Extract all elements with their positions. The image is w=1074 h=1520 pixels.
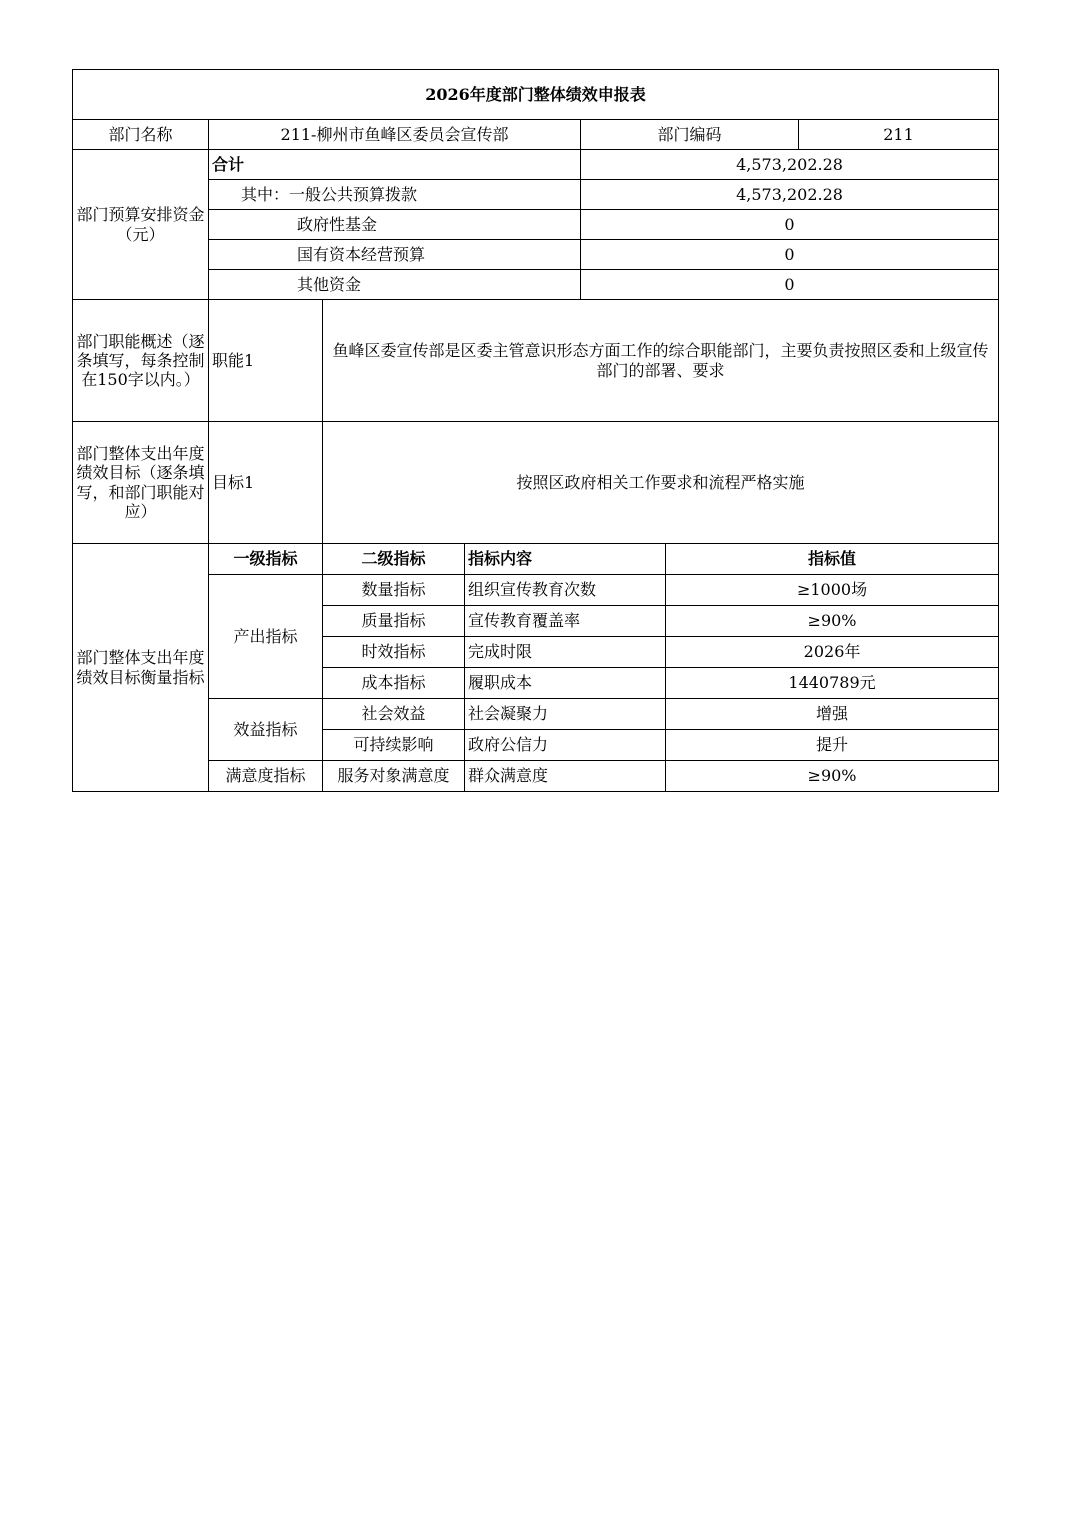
budget-general-value: 4,573,202.28 [581, 180, 999, 210]
value-cell: 增强 [666, 699, 999, 730]
budget-general-label: 其中：一般公共预算拨款 [209, 180, 581, 210]
value-cell: ≥90% [666, 606, 999, 637]
level2-cell: 可持续影响 [323, 730, 465, 761]
goal-1-text: 按照区政府相关工作要求和流程严格实施 [323, 422, 999, 544]
content-cell: 宣传教育覆盖率 [465, 606, 666, 637]
performance-form-table [72, 69, 999, 792]
level2-cell: 服务对象满意度 [323, 761, 465, 792]
budget-other-label: 其他资金 [209, 270, 581, 300]
value-cell: ≥90% [666, 761, 999, 792]
content-cell: 群众满意度 [465, 761, 666, 792]
indicators-label: 部门整体支出年度绩效目标衡量指标 [73, 544, 209, 792]
value-cell: ≥1000场 [666, 575, 999, 606]
dept-name-label: 部门名称 [73, 120, 209, 150]
level1-benefit: 效益指标 [209, 699, 323, 761]
level2-cell: 社会效益 [323, 699, 465, 730]
budget-label: 部门预算安排资金（元） [73, 150, 209, 300]
budget-total-label: 合计 [209, 150, 581, 180]
content-cell: 政府公信力 [465, 730, 666, 761]
budget-state-capital-label: 国有资本经营预算 [209, 240, 581, 270]
functions-label: 部门职能概述（逐条填写，每条控制在150字以内。） [73, 300, 209, 422]
goals-label: 部门整体支出年度绩效目标（逐条填写，和部门职能对应） [73, 422, 209, 544]
goal-1-label: 目标1 [209, 422, 323, 544]
function-1-label: 职能1 [209, 300, 323, 422]
content-cell: 组织宣传教育次数 [465, 575, 666, 606]
content-cell: 履职成本 [465, 668, 666, 699]
content-cell: 社会凝聚力 [465, 699, 666, 730]
page-title: 2026年度部门整体绩效申报表 [73, 70, 999, 120]
level2-cell: 数量指标 [323, 575, 465, 606]
budget-fund-value: 0 [581, 210, 999, 240]
dept-code-value: 211 [799, 120, 999, 150]
value-cell: 2026年 [666, 637, 999, 668]
header-value: 指标值 [666, 544, 999, 575]
header-level1: 一级指标 [209, 544, 323, 575]
dept-code-label: 部门编码 [581, 120, 799, 150]
header-level2: 二级指标 [323, 544, 465, 575]
header-content: 指标内容 [465, 544, 666, 575]
content-cell: 完成时限 [465, 637, 666, 668]
value-cell: 提升 [666, 730, 999, 761]
level2-cell: 成本指标 [323, 668, 465, 699]
budget-fund-label: 政府性基金 [209, 210, 581, 240]
level2-cell: 质量指标 [323, 606, 465, 637]
level2-cell: 时效指标 [323, 637, 465, 668]
level1-satisfaction: 满意度指标 [209, 761, 323, 792]
budget-state-capital-value: 0 [581, 240, 999, 270]
level1-output: 产出指标 [209, 575, 323, 699]
value-cell: 1440789元 [666, 668, 999, 699]
budget-other-value: 0 [581, 270, 999, 300]
budget-total-value: 4,573,202.28 [581, 150, 999, 180]
function-1-text: 鱼峰区委宣传部是区委主管意识形态方面工作的综合职能部门，主要负责按照区委和上级宣传部门的部署、要求 [323, 300, 999, 422]
dept-name-value: 211-柳州市鱼峰区委员会宣传部 [209, 120, 581, 150]
